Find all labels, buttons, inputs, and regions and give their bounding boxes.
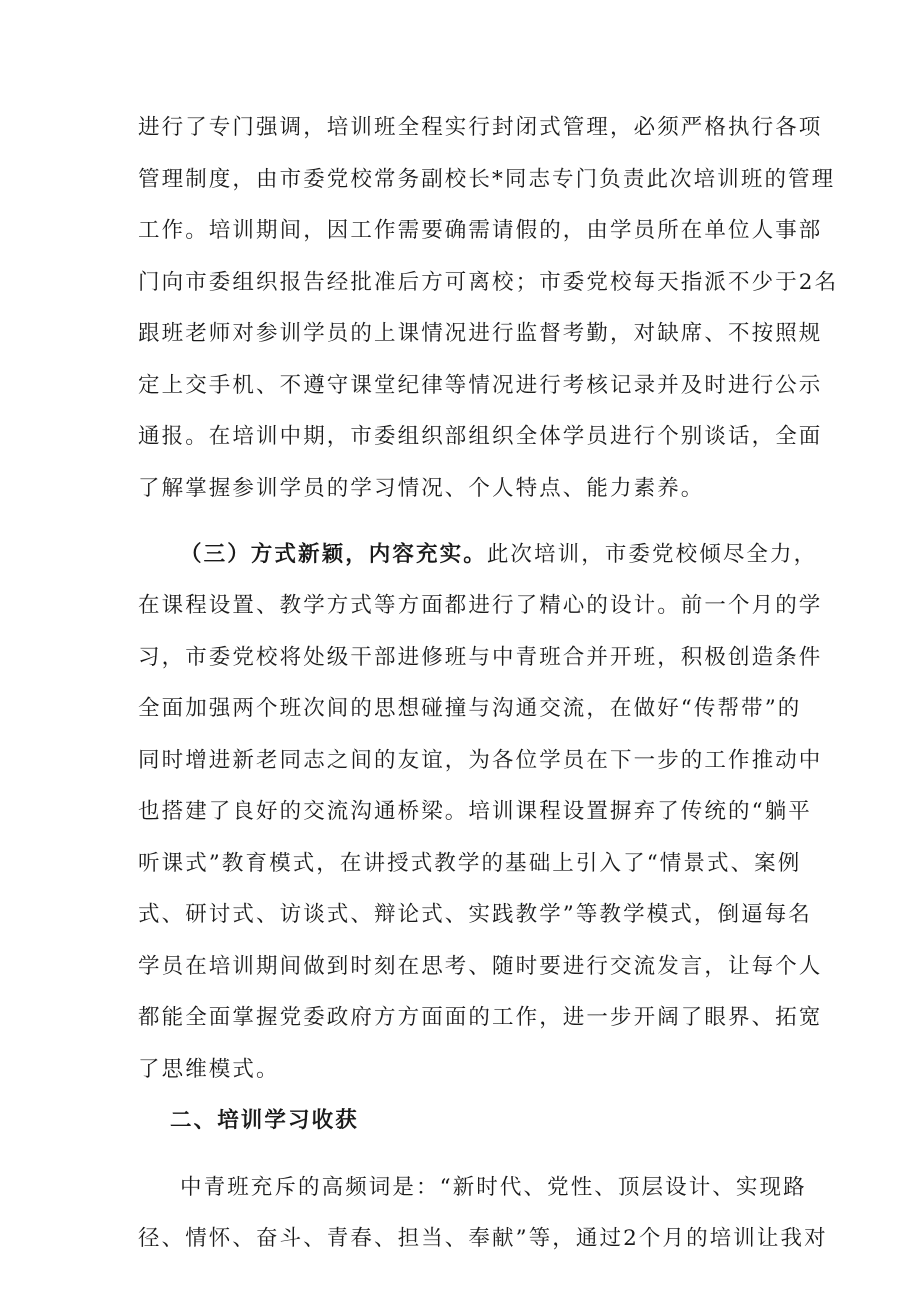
paragraph2-line-4: 全面加强两个班次间的思想碰撞与沟通交流，在做好“传帮带”的	[138, 696, 802, 721]
paragraph2-line-3: 习，市委党校将处级干部进修班与中青班合并开班，积极创造条件	[138, 645, 823, 670]
paragraph1-line-6: 定上交手机、不遵守课堂纪律等情况进行考核记录并及时进行公示	[138, 373, 823, 398]
paragraph2-line-5: 同时增进新老同志之间的友谊，为各位学员在下一步的工作推动中	[138, 748, 823, 773]
paragraph3-line-2: 径、情怀、奋斗、青春、担当、奉献”等，通过2个月的培训让我对	[138, 1226, 828, 1251]
paragraph3-line-1: 中青班充斥的高频词是：“新时代、党性、顶层设计、实现路	[180, 1175, 807, 1200]
paragraph1-line-5: 跟班老师对参训学员的上课情况进行监督考勤，对缺席、不按照规	[138, 321, 823, 346]
paragraph2-first-line	[180, 540, 817, 570]
paragraph2-line-6: 也搭建了良好的交流沟通桥梁。培训课程设置摒弃了传统的“躺平	[138, 799, 812, 824]
paragraph2-line-8: 式、研讨式、访谈式、辩论式、实践教学”等教学模式，倒逼每名	[138, 902, 812, 927]
paragraph1-line-4: 门向市委组织报告经批准后方可离校；市委党校每天指派不少于2名	[138, 270, 839, 295]
paragraph1-line-2: 管理制度，由市委党校常务副校长*同志专门负责此次培训班的管理	[138, 167, 836, 192]
paragraph2-line-2: 在课程设置、教学方式等方面都进行了精心的设计。前一个月的学	[138, 593, 823, 618]
paragraph1-line-3: 工作。培训期间，因工作需要确需请假的，由学员所在单位人事部	[138, 218, 823, 243]
paragraph2-line-9: 学员在培训期间做到时刻在思考、随时要进行交流发言，让每个人	[138, 954, 823, 979]
paragraph2-first-line-rest: 此次培训，市委党校倾尽全力，	[486, 542, 818, 567]
paragraph1-line-7: 通报。在培训中期，市委组织部组织全体学员进行个别谈话，全面	[138, 424, 823, 449]
section-heading: 二、培训学习收获	[170, 1108, 359, 1133]
paragraph2-line-11: 了思维模式。	[138, 1057, 280, 1082]
subsection-heading: （三）方式新颖，内容充实。	[180, 542, 487, 567]
paragraph1-line-1: 进行了专门强调，培训班全程实行封闭式管理，必须严格执行各项	[138, 115, 823, 140]
paragraph1-line-8: 了解掌握参训学员的学习情况、个人特点、能力素养。	[138, 476, 705, 501]
paragraph2-line-10: 都能全面掌握党委政府方方面面的工作，进一步开阔了眼界、拓宽	[138, 1005, 823, 1030]
paragraph2-line-7: 听课式”教育模式，在讲授式教学的基础上引入了“情景式、案例	[138, 851, 802, 876]
